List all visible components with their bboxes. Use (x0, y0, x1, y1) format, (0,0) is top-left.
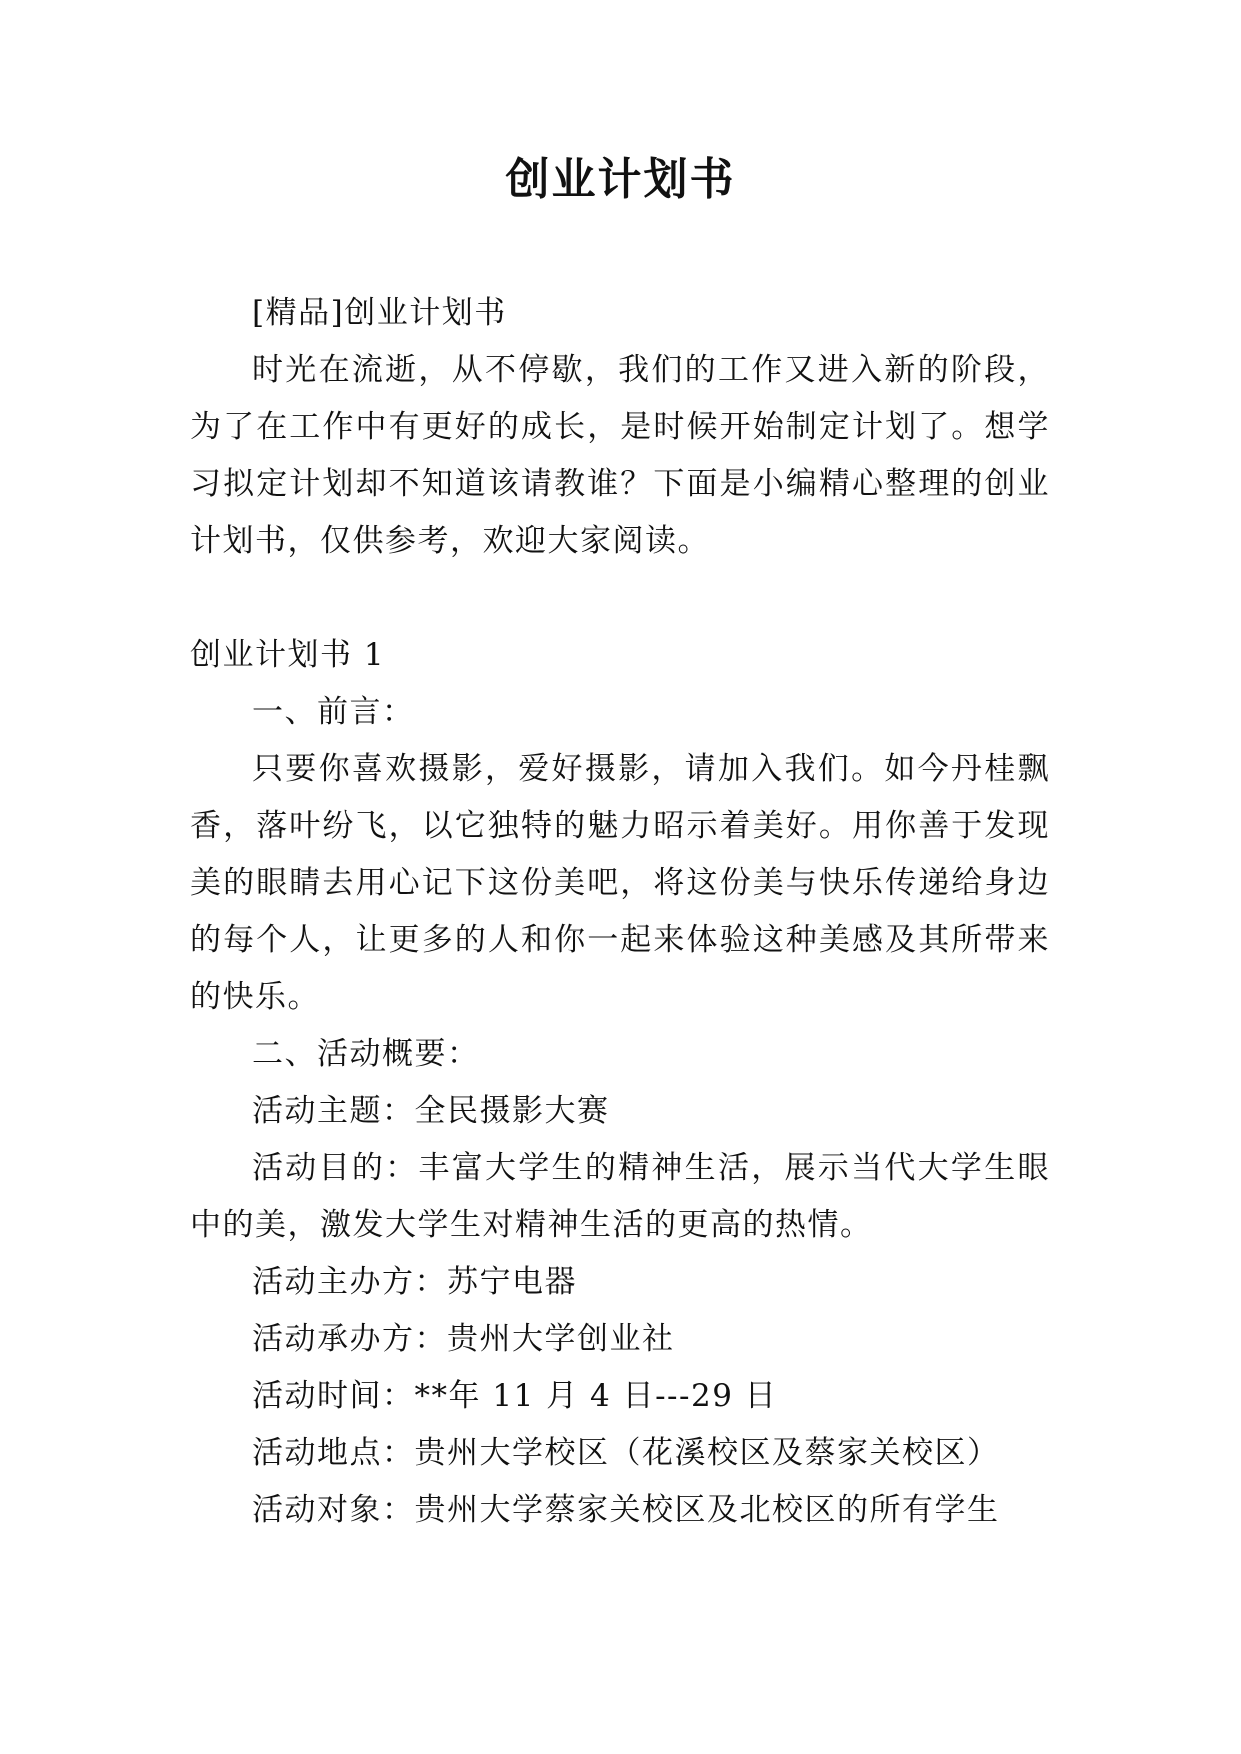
section-heading: 创业计划书 1 (190, 637, 386, 673)
intro-paragraph: 时光在流逝，从不停歇，我们的工作又进入新的阶段，为了在工作中有更好的成长，是时候开始制定计划了。想学习拟定计划却不知道该请教谁？下面是小编精心整理的创业计划书，仅供参考，欢迎大家阅读。 (190, 352, 1050, 559)
paragraph-spacer (190, 570, 1050, 627)
activity-location: 活动地点：贵州大学校区（花溪校区及蔡家关校区） (252, 1435, 1000, 1471)
activity-theme: 活动主题：全民摄影大赛 (252, 1093, 610, 1129)
overview-heading: 二、活动概要： (252, 1036, 480, 1072)
document-body (190, 285, 1050, 1539)
activity-sponsor: 活动主办方：苏宁电器 (252, 1264, 577, 1300)
preface-paragraph: 只要你喜欢摄影，爱好摄影，请加入我们。如今丹桂飘香，落叶纷飞，以它独特的魅力昭示着美好。用你善于发现美的眼睛去用心记下这份美吧，将这份美与快乐传递给身边的每个人，让更多的人和你一起来体验这种美感及其所带来的快乐。 (190, 751, 1050, 1015)
subtitle-line: [精品]创业计划书 (252, 295, 507, 331)
document-title: 创业计划书 (505, 154, 736, 205)
activity-organizer: 活动承办方：贵州大学创业社 (252, 1321, 675, 1357)
activity-time: 活动时间：**年 11 月 4 日---29 日 (252, 1378, 778, 1414)
activity-audience: 活动对象：贵州大学蔡家关校区及北校区的所有学生 (252, 1492, 1000, 1528)
preface-heading: 一、前言： (252, 694, 415, 730)
activity-purpose: 活动目的：丰富大学生的精神生活，展示当代大学生眼中的美，激发大学生对精神生活的更高的热情。 (190, 1150, 1050, 1243)
